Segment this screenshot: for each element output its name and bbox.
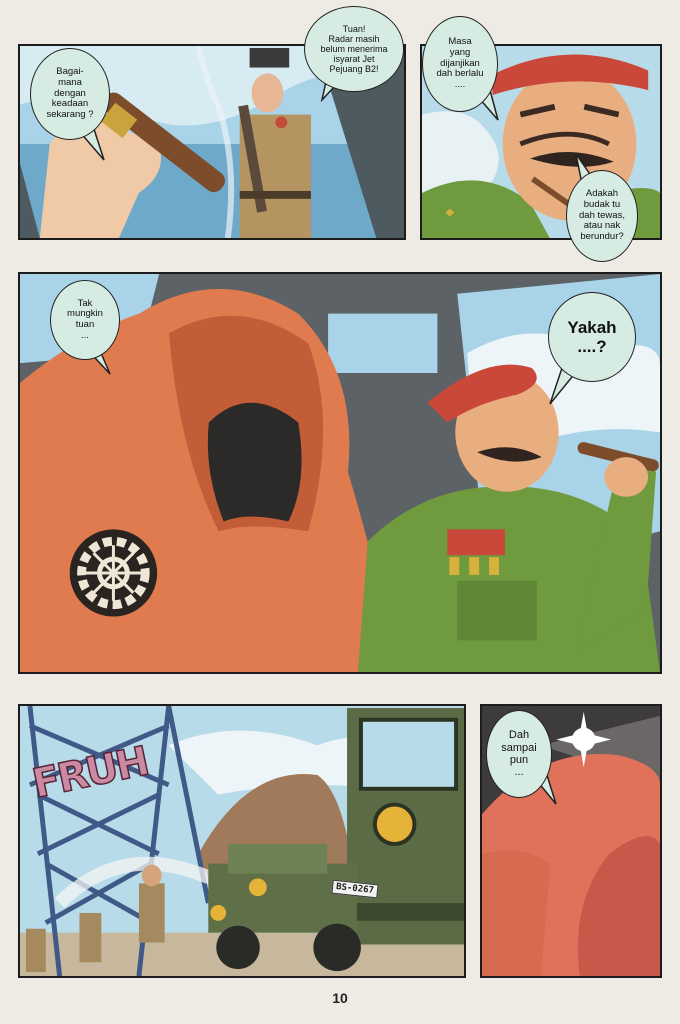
bubble-text: Bagai- mana dengan keadaan sekarang ?: [46, 66, 94, 120]
speech-bubble-b7: [486, 710, 552, 798]
bubble-text: Yakah ....?: [567, 317, 617, 356]
speech-bubble-b1: [30, 48, 110, 140]
speech-bubble-b5: [50, 280, 120, 360]
page-number: 10: [332, 990, 348, 1006]
speech-bubble-b3: [422, 16, 498, 112]
license-plate: BS-0267: [331, 880, 378, 899]
panel-4-art: [20, 706, 464, 976]
speech-bubble-b4: [566, 170, 638, 262]
sound-effect: FRUH: [28, 738, 152, 808]
bubble-text: Masa yang dijanjikan dah berlalu ....: [436, 36, 484, 90]
speech-bubble-b2: [304, 6, 404, 92]
bubble-text: Tak mungkin tuan ...: [67, 297, 103, 341]
bubble-text: Tuan! Radar masih belum menerima isyarat Jet Pejuang B2!: [320, 23, 388, 75]
speech-bubble-b6: [548, 292, 636, 382]
bubble-text: Adakah budak tu dah tewas, atau nak berundur?: [579, 188, 625, 242]
bubble-text: Dah sampai pun ...: [501, 729, 537, 779]
panel-5: [480, 704, 662, 978]
panel-4: [18, 704, 466, 978]
